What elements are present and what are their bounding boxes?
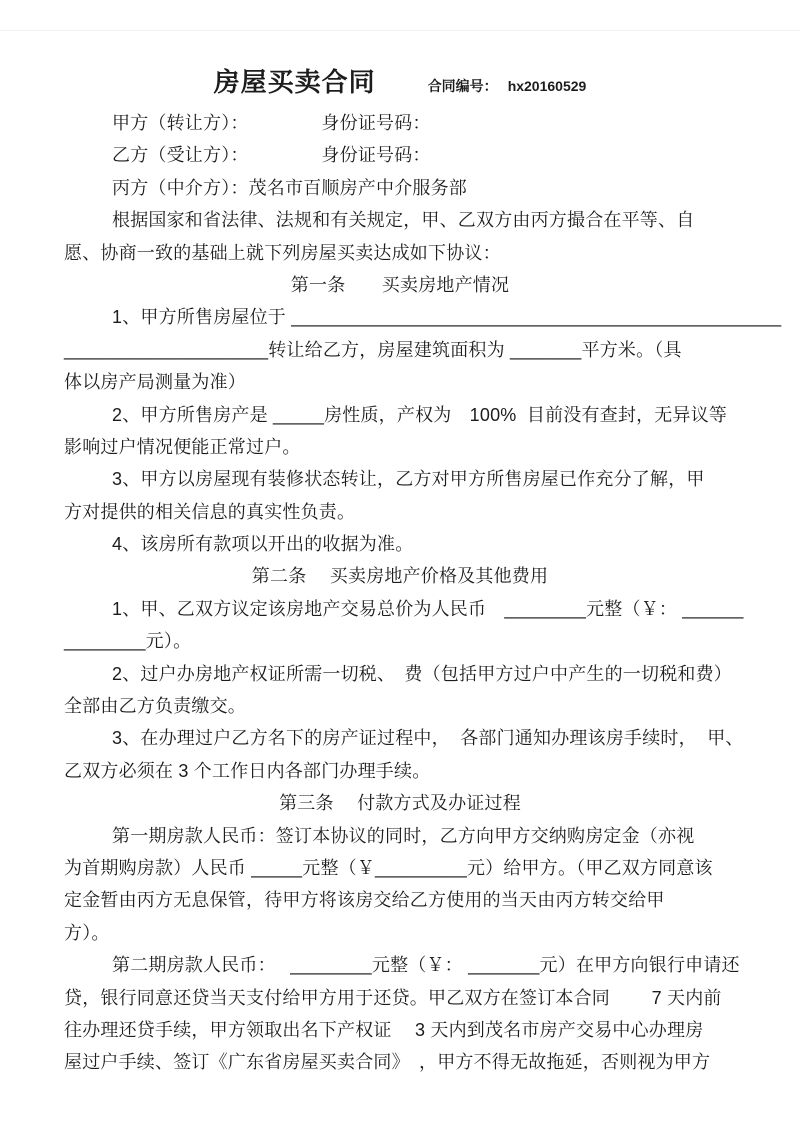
preamble-line: 愿、协商一致的基础上就下列房屋买卖达成如下协议：: [64, 242, 501, 263]
payment-2-paragraph: 贷，银行同意还贷当天支付给甲方用于还贷。甲乙双方在签订本合同 7 天内前: [64, 987, 722, 1008]
section-1-clause-3: 方对提供的相关信息的真实性负责。: [64, 501, 356, 522]
payment-1-paragraph: 第一期房款人民币：签订本协议的同时，乙方向甲方交纳购房定金（亦视: [112, 825, 695, 846]
section-2-clause-2: 全部由乙方负责缴交。: [64, 696, 246, 717]
payment-2-paragraph: 屋过户手续、签订《广东省房屋买卖合同》 ，甲方不得无故拖延，否则视为甲方: [64, 1052, 711, 1073]
contract-document: [64, 62, 782, 1079]
section-2-heading: 第二条 买卖房地产价格及其他费用: [251, 566, 549, 587]
section-1-clause-1: 体以房产局测量为准）: [64, 372, 246, 393]
section-2-clause-1: ________元）。: [64, 631, 192, 652]
section-3-heading: 第三条 付款方式及办证过程: [279, 793, 521, 814]
preamble-line: 根据国家和省法律、法规和有关规定，甲、乙双方由丙方撮合在平等、自: [112, 210, 695, 231]
section-1-clause-3: 3、甲方以房屋现有装修状态转让，乙方对甲方所售房屋已作充分了解，甲: [112, 469, 705, 490]
page-edge-rule: [0, 30, 800, 31]
payment-1-paragraph: 方）。: [64, 922, 110, 943]
section-2-clause-3: 3、在办理过户乙方名下的房产证过程中， 各部门通知办理该房手续时， 甲、: [112, 728, 744, 749]
contract-body: [64, 107, 800, 1079]
section-1-clause-1: 1、甲方所售房屋位于 ________________________________________________: [112, 307, 782, 328]
section-1-clause-2: 影响过户情况便能正常过户。: [64, 436, 301, 457]
payment-2-paragraph: 往办理还贷手续，甲方领取出名下产权证 3 天内到茂名市房产交易中心办理房: [64, 1019, 704, 1040]
party-c-line: 丙方（中介方）：茂名市百顺房产中介服务部: [112, 177, 467, 198]
section-1-clause-4: 4、该房所有款项以开出的收据为准。: [112, 534, 414, 555]
payment-1-paragraph: 定金暂由丙方无息保管，待甲方将该房交给乙方使用的当天由丙方转交给甲: [64, 890, 665, 911]
document-header: [64, 62, 736, 99]
page-title: 房屋买卖合同: [213, 67, 376, 97]
section-1-clause-1: ____________________转让给乙方，房屋建筑面积为 _______平方米。（具: [64, 339, 682, 360]
party-b-line: 乙方（受让方）： 身份证号码：: [112, 145, 431, 166]
section-2-clause-3: 乙双方必须在 3 个工作日内各部门办理手续。: [64, 760, 431, 781]
section-1-clause-2: 2、甲方所售房产是 _____房性质，产权为 100% 目前没有查封，无异议等: [112, 404, 728, 425]
section-2-clause-1: 1、甲、乙双方议定该房地产交易总价为人民币 ________元整（￥： ______: [112, 598, 744, 619]
section-2-clause-2: 2、过户办房地产权证所需一切税、 费（包括甲方过户中产生的一切税和费）: [112, 663, 733, 684]
contract-number-label: 合同编号：: [427, 78, 498, 94]
contract-number-value: hx20160529: [507, 78, 587, 94]
payment-1-paragraph: 为首期购房款）人民币 _____元整（￥_________元）给甲方。（甲乙双方同意该: [64, 857, 713, 878]
section-1-heading: 第一条 买卖房地产情况: [290, 274, 510, 295]
payment-2-paragraph: 第二期房款人民币： ________元整（￥： _______元）在甲方向银行申请还: [112, 955, 740, 976]
party-a-line: 甲方（转让方）： 身份证号码：: [112, 113, 431, 133]
